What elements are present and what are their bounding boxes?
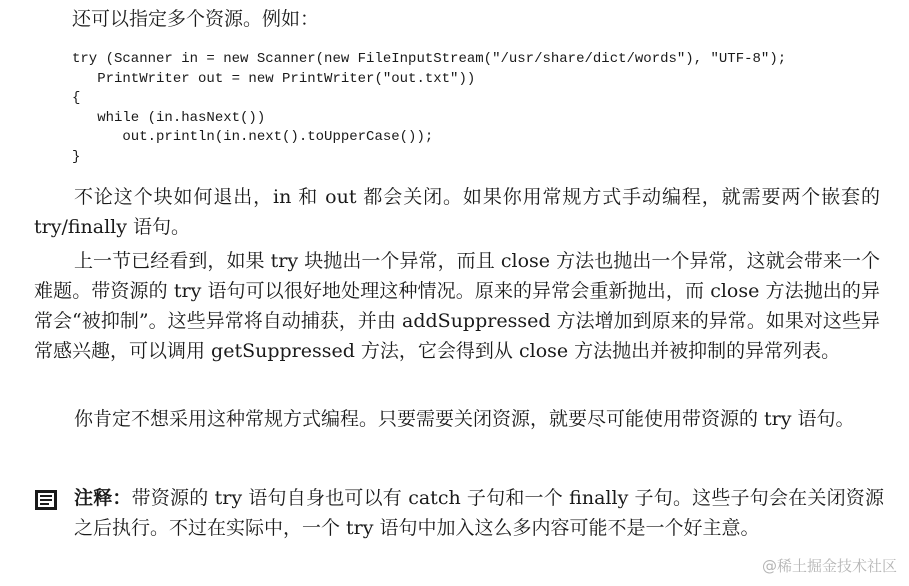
note-text-block: [34, 483, 884, 543]
intro-text: 还可以指定多个资源。例如：: [72, 8, 320, 30]
code-line: PrintWriter out = new PrintWriter("out.txt")): [72, 70, 476, 87]
watermark: @稀土掘金技术社区: [761, 557, 897, 575]
note-box: [34, 483, 884, 543]
paragraph-2: 上一节已经看到，如果 try 块抛出一个异常，而且 close 方法也抛出一个异常，这就会带来一个难题。带资源的 try 语句可以很好地处理这种情况。原来的异常会重新抛出，而 close 方法抛出的异常会“被抑制”。这些异常将自动捕获，并由 addSuppressed 方法增加到原来的异常。如果对这些异常感兴趣，可以调用 getSuppressed 方法，它会得到从 close 方法抛出并被抑制的异常列表。: [34, 250, 880, 362]
note-label: 注释：: [74, 487, 132, 509]
code-line: {: [72, 90, 81, 106]
code-line: try (Scanner in = new Scanner(new FileInputStream("/usr/share/dict/words"), "UTF-8");: [72, 51, 787, 67]
code-block: [72, 50, 786, 167]
code-line: while (in.hasNext()): [72, 109, 266, 126]
code-line: }: [72, 148, 81, 165]
paragraph-3: 你肯定不想采用这种常规方式编程。只要需要关闭资源，就要尽可能使用带资源的 try 语句。: [74, 408, 855, 430]
code-line: out.println(in.next().toUpperCase());: [72, 129, 434, 145]
paragraph-1: 不论这个块如何退出，in 和 out 都会关闭。如果你用常规方式手动编程，就需要两个嵌套的 try/finally 语句。: [34, 186, 880, 238]
note-body: 带资源的 try 语句自身也可以有 catch 子句和一个 finally 子句。这些子句会在关闭资源之后执行。不过在实际中，一个 try 语句中加入这么多内容可能不是一个好主意。: [74, 487, 884, 539]
note-icon: [34, 489, 58, 511]
